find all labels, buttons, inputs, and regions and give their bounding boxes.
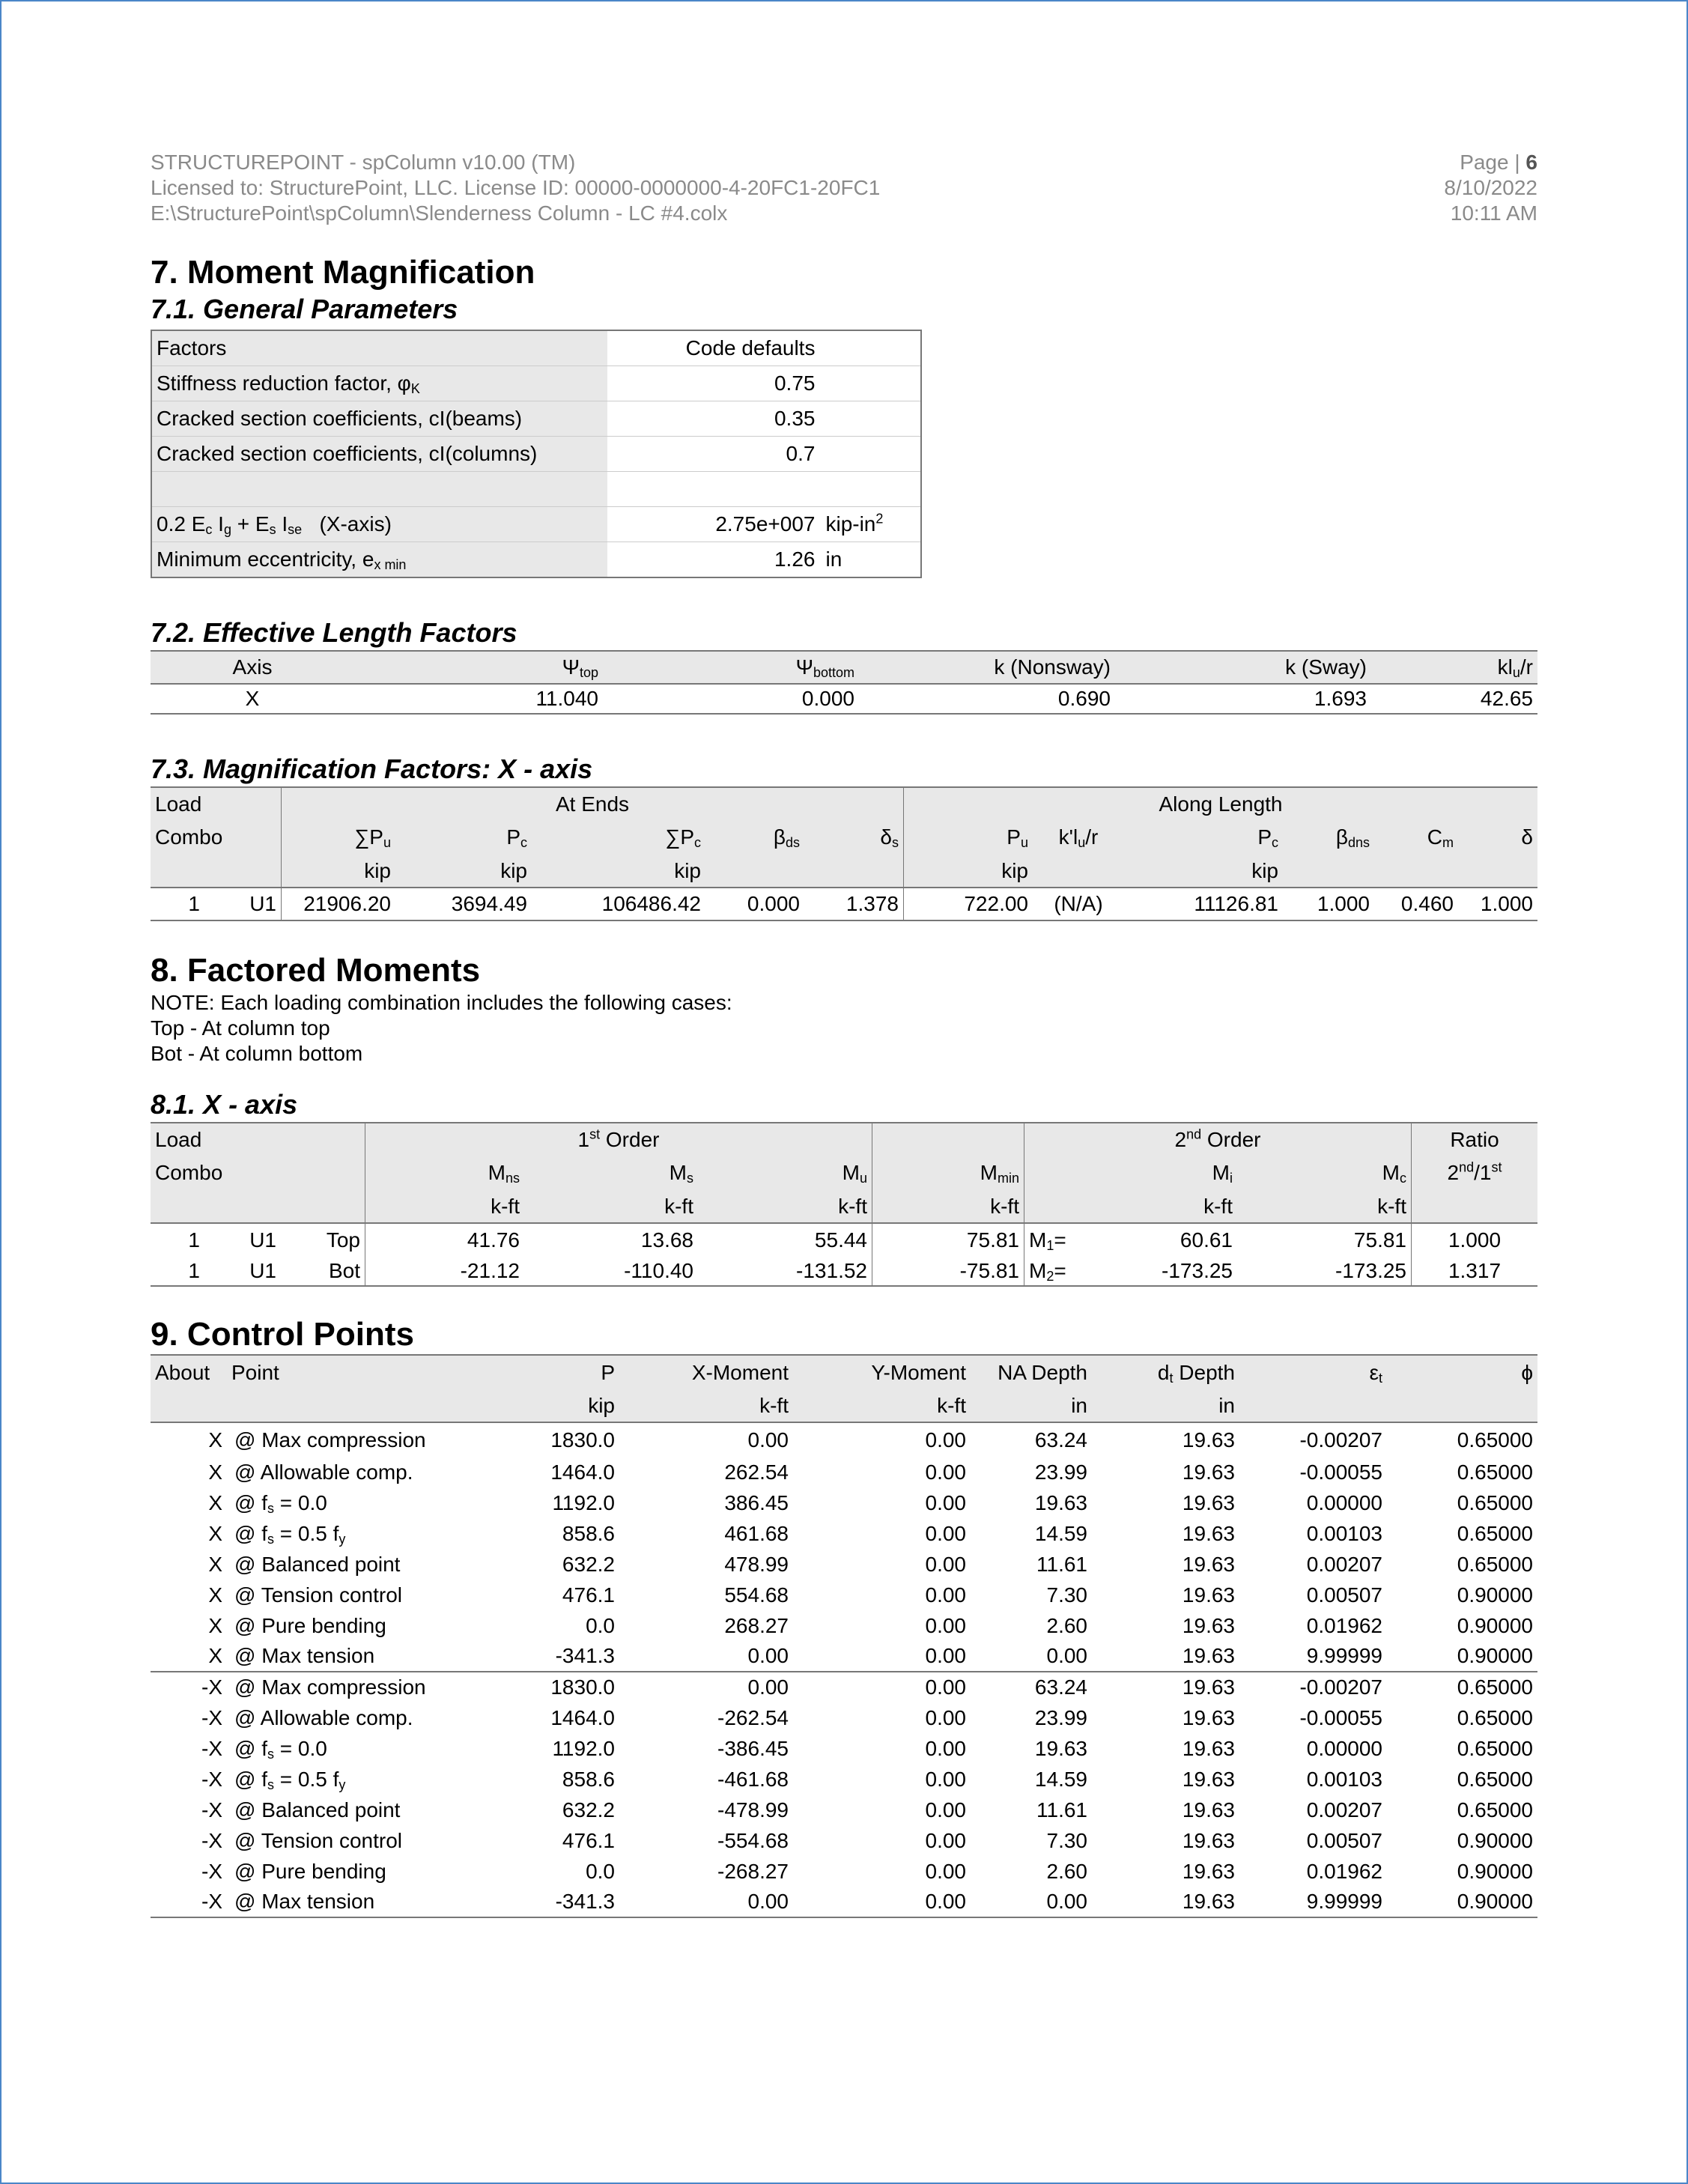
section-8-title: 8. Factored Moments (151, 952, 481, 989)
section-7-title: 7. Moment Magnification (151, 254, 535, 291)
control-point-row: -X @ $f_s = 0.0$ 1192.0 -386.45 0.00 19.63 19.63 0.00000 0.65000 (201, 1736, 1533, 1762)
page-header (151, 150, 1537, 231)
control-point-row: X @ Allowable comp. 1464.0 262.54 0.00 23.99 19.63 -0.00055 0.65000 (208, 1460, 1533, 1484)
section-9-title: 9. Control Points (151, 1316, 414, 1353)
gp-row-factors: Factors Code defaults (151, 330, 921, 366)
magnification-factors-table: Load At Ends Along Length Combo $\sum P_u$ $P_c$ $\sum P_c$ $\beta_{ds}$ $\delta_s$ $P_u$ $k'l_u/r$ $P_c$ $\beta_{dns}$ $C_m$ δ kip kip kip kip kip 1 U1 21906.20 3694.49 106486.42 0.000 1.378 722.00 (N/A) 11126.81 1.000 0.460 1.000 (151, 786, 1537, 921)
gp-row-ei: 0.2 $E_c$ $I_g + E_s$ $I_{se}$ (X-axis) 2.75e+007 kip-$in^2$ (151, 507, 921, 542)
control-point-row: -X @ Tension control 476.1 -554.68 0.00 7.30 19.63 0.00507 0.90000 (201, 1828, 1533, 1852)
gp-row-phik: Stiffness reduction factor, $\varphi_K$ 0.75 (151, 366, 921, 401)
elf-row-x: X 11.040 0.000 0.690 1.693 42.65 (151, 684, 1537, 714)
section-7-3-title: 7.3. Magnification Factors: X - axis (151, 753, 593, 784)
effective-length-table: Axis $\Psi_{top}$ $\Psi_{bottom}$ k (Nonsway) k (Sway) $kl_u/r$ X 11.040 0.000 0.690 1.693 42.65 (151, 650, 1537, 715)
control-point-row: X @ Tension control 476.1 554.68 0.00 7.30 19.63 0.00507 0.90000 (208, 1583, 1533, 1607)
header-product: STRUCTUREPOINT - spColumn v10.00 (TM) (151, 151, 576, 174)
factored-moments-note: NOTE: Each loading combination includes the following cases: Top - At column top Bot - At column bottom (151, 991, 732, 1065)
header-page-number: Page | 6 (1460, 151, 1537, 174)
control-point-row: X @ $f_s = 0.5$ $f_y$ 858.6 461.68 0.00 14.59 19.63 0.00103 0.65000 (208, 1521, 1533, 1547)
header-file-path: E:\StructurePoint\spColumn\Slenderness Column - LC #4.colx (151, 201, 728, 225)
gp-row-ci-columns: Cracked section coefficients, cI(columns) 0.7 (151, 437, 921, 472)
control-point-row: X @ Pure bending 0.0 268.27 0.00 2.60 19.63 0.01962 0.90000 (208, 1613, 1533, 1637)
control-point-row: -X @ Allowable comp. 1464.0 -262.54 0.00 23.99 19.63 -0.00055 0.65000 (201, 1705, 1533, 1729)
control-point-row: X @ Max tension -341.3 0.00 0.00 0.00 19.63 9.99999 0.90000 (208, 1644, 1533, 1667)
control-points-body (151, 1422, 1537, 1917)
factored-moments-table: Load 1st Order 2nd Order Ratio Combo $M_{ns}$ $M_s$ $M_u$ $M_{min}$ $M_i$ $M_c$ 2nd/1st k-ft k-ft k-ft k-ft k-ft k-ft 1 U1 Top 41.76 13.68 55.44 75.81 $M_1=$ 60.61 75.81 1.000 1 U1 Bot -21.12 -110.40 -131.52 -75.81 $M_2=$ -173.25 -173.25 1.317 (151, 1122, 1537, 1287)
gp-row-emin: Minimum eccentricity, $e_{x min}$ 1.26 in (151, 542, 921, 578)
fm-row-bot: 1 U1 Bot -21.12 -110.40 -131.52 -75.81 $M_2=$ -173.25 -173.25 1.317 (151, 1256, 1537, 1286)
header-time: 10:11 AM (1450, 201, 1537, 225)
fm-row-top: 1 U1 Top 41.76 13.68 55.44 75.81 $M_1=$ 60.61 75.81 1.000 (151, 1223, 1537, 1256)
section-8-1-title: 8.1. X - axis (151, 1089, 298, 1120)
header-date: 8/10/2022 (1444, 176, 1537, 199)
control-points-table: About Point P X-Moment Y-Moment NA Depth $d_t$ Depth $\varepsilon_t$ ϕ kip k-ft k-ft in in X @ Max compression 1830.0 0.00 0.00 63.24 19.63 -0.00207 0.65000 X @ Allowable comp. 1464.0 262.54 0.00 23.99 19.63 -0.00055 0.65000 X @ $f_s = 0.0$ 1192.0 386.45 0.00 19.63 19.63 0.00000 0.65000 X @ $f_s = 0.5$ $f_y$ 858.6 461.68 0.00 14.59 19.63 0.00103 0.65000 X @ Balanced point 632.2 478.99 0.00 11.61 19.63 0.00207 0.65000 X @ Tension control 476.1 554.68 0.00 7.30 19.63 0.00507 0.90000 X @ Pure bending 0.0 268.27 0.00 2.60 19.63 0.01962 0.90000 X @ Max tension -341.3 0.00 0.00 0.00 19.63 9.99999 0.90000 -X @ Max compression 1830.0 0.00 0.00 63.24 19.63 -0.00207 0.65000 -X @ Allowable comp. 1464.0 -262.54 0.00 23.99 19.63 -0.00055 0.65000 -X @ $f_s = 0.0$ 1192.0 -386.45 0.00 19.63 19.63 0.00000 0.65000 -X @ $f_s = 0.5$ $f_y$ 858.6 -461.68 0.00 14.59 19.63 0.00103 0.65000 -X @ Balanced point 632.2 -478.99 0.00 11.61 19.63 0.00207 0.65000 -X @ Tension control 476.1 -554.68 0.00 7.30 19.63 0.00507 0.90000 -X @ Pure bending 0.0 -268.27 0.00 2.60 19.63 0.01962 0.90000 -X @ Max tension -341.3 0.00 0.00 0.00 19.63 9.99999 0.90000 (151, 1354, 1537, 1918)
control-point-row: -X @ Max tension -341.3 0.00 0.00 0.00 19.63 9.99999 0.90000 (151, 1887, 1537, 1917)
general-parameters-table (151, 330, 922, 578)
section-7-1-title: 7.1. General Parameters (151, 294, 458, 324)
gp-row-blank (151, 472, 921, 507)
mf-row-u1: 1 U1 21906.20 3694.49 106486.42 0.000 1.378 722.00 (N/A) 11126.81 1.000 0.460 1.000 (151, 888, 1537, 920)
gp-row-ci-beams: Cracked section coefficients, cI(beams) 0.35 (151, 401, 921, 437)
control-point-row: X @ Max compression 1830.0 0.00 0.00 63.24 19.63 -0.00207 0.65000 (208, 1428, 1533, 1452)
control-point-row: -X @ $f_s = 0.5$ $f_y$ 858.6 -461.68 0.00 14.59 19.63 0.00103 0.65000 (201, 1767, 1533, 1792)
control-point-row: -X @ Pure bending 0.0 -268.27 0.00 2.60 19.63 0.01962 0.90000 (201, 1859, 1533, 1883)
header-license: Licensed to: StructurePoint, LLC. License ID: 00000-0000000-4-20FC1-20FC1 (151, 176, 881, 199)
control-point-row: -X @ Max compression 1830.0 0.00 0.00 63.24 19.63 -0.00207 0.65000 (151, 1672, 1537, 1702)
document-page (151, 150, 1537, 1918)
control-point-row: X @ Balanced point 632.2 478.99 0.00 11.61 19.63 0.00207 0.65000 (208, 1552, 1533, 1576)
section-7-2-title: 7.2. Effective Length Factors (151, 617, 517, 648)
control-point-row: X @ $f_s = 0.0$ 1192.0 386.45 0.00 19.63 19.63 0.00000 0.65000 (208, 1490, 1533, 1516)
control-point-row: -X @ Balanced point 632.2 -478.99 0.00 11.61 19.63 0.00207 0.65000 (201, 1798, 1533, 1821)
